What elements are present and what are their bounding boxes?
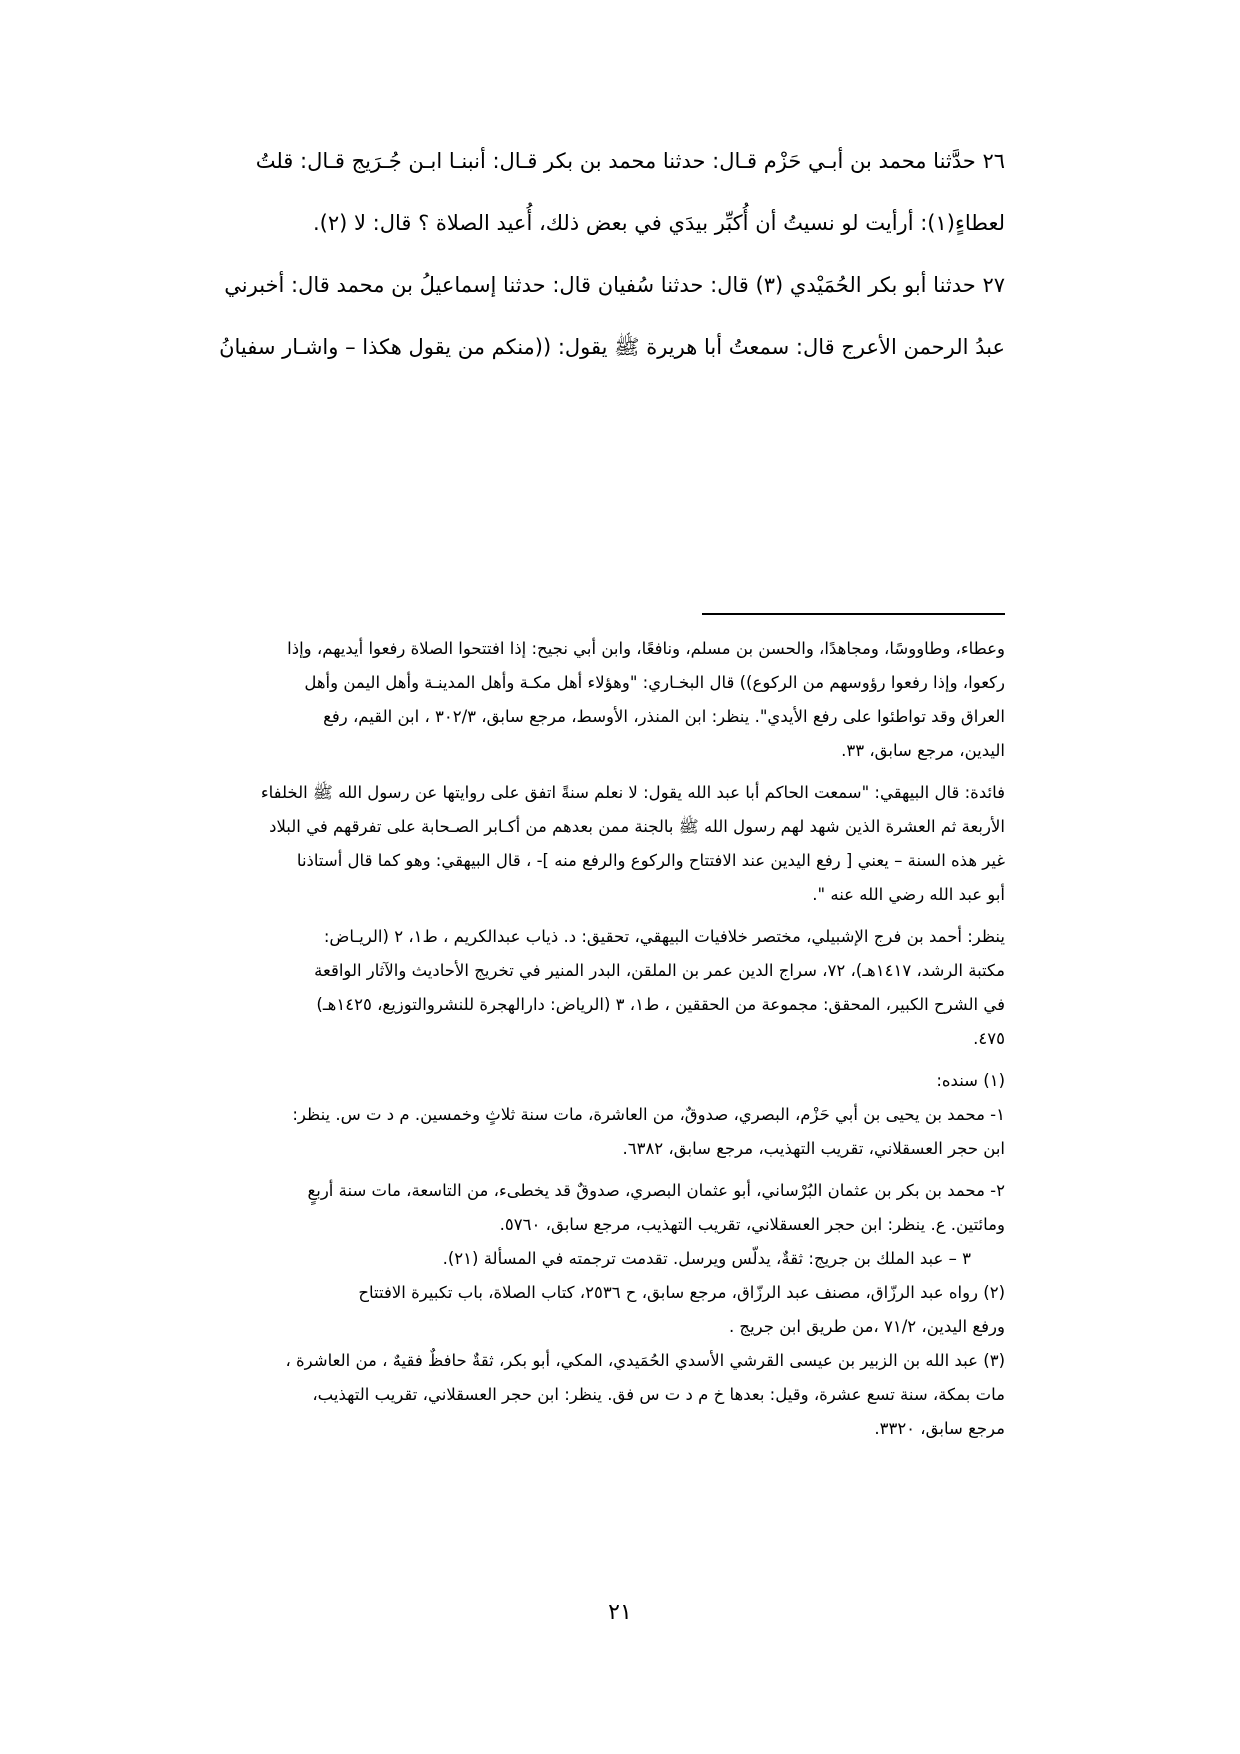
footnote-line: اليدين، مرجع سابق، ٣٣. [841, 741, 1005, 760]
footnotes [150, 632, 1005, 1446]
text-line: ٢٧ حدثنا أبو بكر الحُمَيْدي (٣) قال: حدثنا سُفيان قال: حدثنا إسماعيلُ بن محمد قال: أخبرني [224, 273, 1005, 297]
text-line: ٢٦ حدَّثنا محمد بن أبـي حَزْم قـال: حدثنا محمد بن بكر قـال: أنبنـا ابـن جُـرَيج قـال: قلتُ [255, 149, 1005, 173]
footnote-line: (٣) عبد الله بن الزبير بن عيسى القرشي الأسدي الحُمَيدي، المكي، أبو بكر، ثقةٌ حافظٌ فقيهٌ ، من العاشرة ، [285, 1351, 1005, 1370]
footnote-line: مرجع سابق، ٣٣٢٠. [874, 1419, 1005, 1438]
footnote-line: مات بمكة، سنة تسع عشرة، وقيل: بعدها خ م د ت س فق. ينظر: ابن حجر العسقلاني، تقريب التهذيب، [312, 1385, 1005, 1404]
footnote-line: ورفع اليدين، ٧١/٢ ،من طريق ابن جريج . [728, 1317, 1005, 1336]
footnote-line: الأربعة ثم العشرة الذين شهد لهم رسول الله ﷺ بالجنة ممن بعدهم من أكـابر الصـحابة على تفرقهم في البلاد [269, 817, 1005, 836]
footnote-line: ٢- محمد بن بكر بن عثمان البُرْساني، أبو عثمان البصري، صدوقٌ قد يخطىء، من التاسعة، مات سنة أربعٍ [307, 1181, 1005, 1200]
footnote-line: العراق وقد تواطئوا على رفع الأيدي". ينظر: ابن المنذر، الأوسط، مرجع سابق، ٣٠٢/٣ ، ابن القيم، رفع [323, 707, 1005, 726]
page-number: ٢١ [608, 1600, 632, 1625]
footnote-line: ركعوا، وإذا رفعوا رؤوسهم من الركوع)) قال البخـاري: "وهؤلاء أهل مكـة وأهل المدينـة وأهل اليمن وأهل [304, 673, 1005, 692]
text-line: لعطاءٍ(١): أرأيت لو نسيتُ أن أُكبِّر بيدَي في بعض ذلك، أُعيد الصلاة ؟ قال: لا (٢). [312, 211, 1005, 235]
footnote-line: ٤٧٥. [973, 1029, 1005, 1048]
footnote-line: ١- محمد بن يحيى بن أبي حَزْم، البصري، صدوقٌ، من العاشرة، مات سنة ثلاثٍ وخمسين. م د ت س. ينظر: [292, 1105, 1005, 1124]
text-line: عبدُ الرحمن الأعرج قال: سمعتُ أبا هريرة ﷺ يقول: ((منكم من يقول هكذا – واشـار سفيانُ [219, 335, 1005, 359]
footnote-line: ٣ – عبد الملك بن جريج: ثقةٌ، يدلّس ويرسل. تقدمت ترجمته في المسألة (٢١). [442, 1249, 971, 1268]
footnote-line: غير هذه السنة – يعني [ رفع اليدين عند الافتتاح والركوع والرفع منه ]- ، قال البيهقي: وهو كما قال أستاذنا [296, 851, 1005, 870]
footnote-line: أبو عبد الله رضي الله عنه ". [812, 885, 1005, 904]
footnote-line: ومائتين. ع. ينظر: ابن حجر العسقلاني، تقريب التهذيب، مرجع سابق، ٥٧٦٠. [499, 1215, 1005, 1234]
footnote-line: (٢) رواه عبد الرزّاق، مصنف عبد الرزّاق، مرجع سابق، ح ٢٥٣٦، كتاب الصلاة، باب تكبيرة الافتتاح [358, 1283, 1005, 1302]
footnote-line: ينظر: أحمد بن فرج الإشبيلي، مختصر خلافيات البيهقي، تحقيق: د. ذياب عبدالكريم ، ط١، ٢ (الريـاض: [323, 927, 1005, 946]
footnote-line: وعطاء، وطاووسًا، ومجاهدًا، والحسن بن مسلم، ونافعًا، وابن أبي نجيح: إذا افتتحوا الصلاة رفعوا أيديهم، وإذا [287, 639, 1005, 658]
main-text [150, 130, 1005, 378]
footnote-line: مكتبة الرشد، ١٤١٧هـ)، ٧٢، سراج الدين عمر بن الملقن، البدر المنير في تخريج الأحاديث والآثار الواقعة [314, 961, 1005, 980]
footnote-line: ابن حجر العسقلاني، تقريب التهذيب، مرجع سابق، ٦٣٨٢. [622, 1139, 1005, 1158]
footnote-title: (١) سنده: [936, 1071, 1005, 1090]
footnote-separator [702, 613, 1005, 615]
footnote-line: في الشرح الكبير، المحقق: مجموعة من الحققين ، ط١، ٣ (الرياض: دارالهجرة للنشروالتوزيع، ١٤٢٥هـ) [316, 995, 1005, 1014]
footnote-line: فائدة: قال البيهقي: "سمعت الحاكم أبا عبد الله يقول: لا نعلم سنةً اتفق على روايتها عن رسول الله ﷺ الخلفاء [260, 783, 1005, 802]
